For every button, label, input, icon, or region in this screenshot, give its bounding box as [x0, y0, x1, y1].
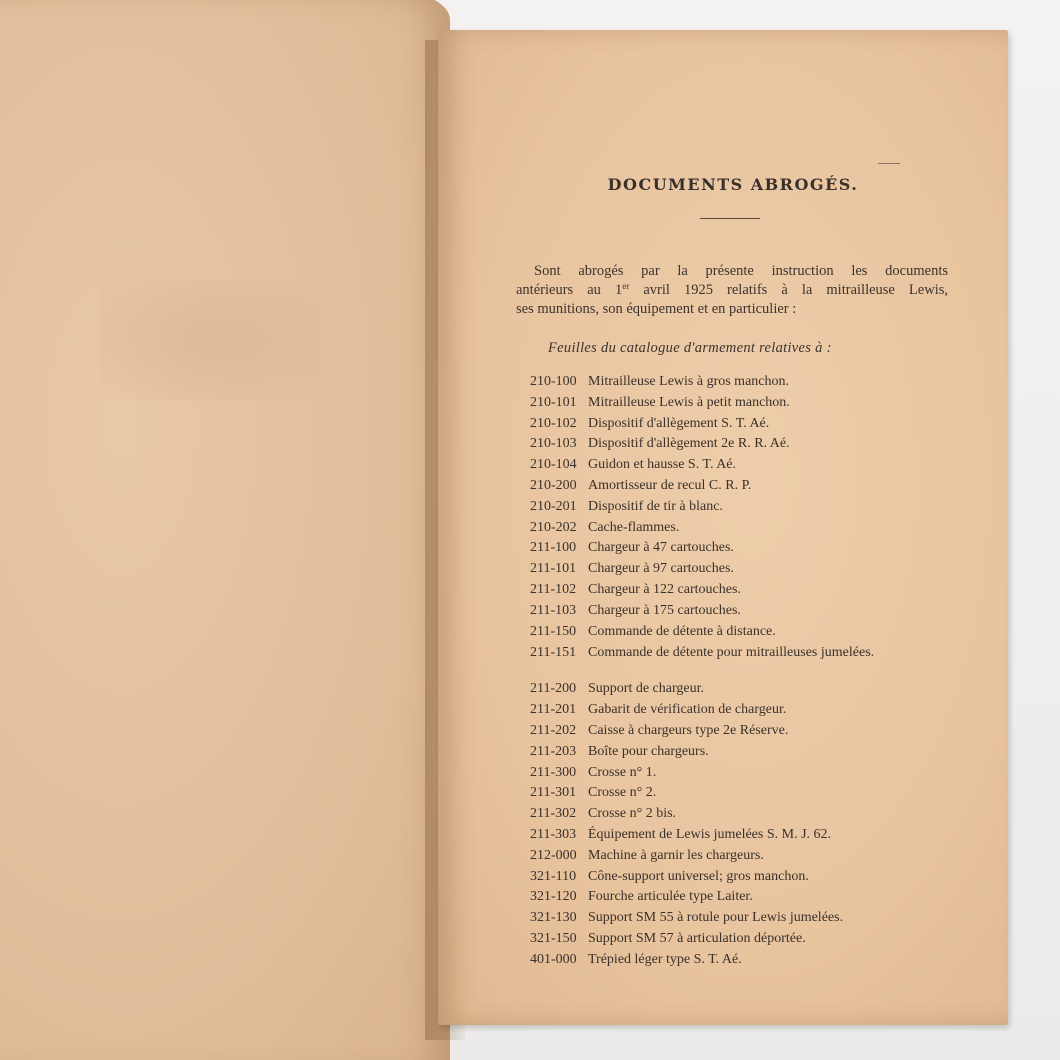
list-item	[530, 497, 950, 518]
entry-code: 211-302	[530, 806, 577, 822]
entry-description: Chargeur à 175 cartouches.	[588, 602, 741, 618]
entry-code: 211-201	[530, 702, 577, 718]
entry-code: 211-200	[530, 681, 577, 697]
entry-description: Guidon et hausse S. T. Aé.	[588, 457, 737, 473]
intro-line-2	[516, 281, 948, 300]
list-item	[530, 929, 950, 950]
intro-line-2-start: antérieurs au 1	[516, 282, 623, 298]
entry-code: 211-102	[530, 581, 577, 597]
list-item	[530, 601, 950, 622]
entry-description: Support de chargeur.	[588, 681, 704, 697]
entry-code: 211-301	[530, 785, 577, 801]
entry-description: Mitrailleuse Lewis à petit manchon.	[588, 394, 790, 410]
entry-description: Support SM 55 à rotule pour Lewis jumelées.	[588, 910, 844, 926]
entry-description: Fourche articulée type Laiter.	[588, 889, 753, 905]
right-page	[438, 30, 1008, 1025]
list-item	[530, 434, 950, 455]
left-page	[0, 0, 450, 1060]
list-item	[530, 721, 950, 742]
entry-code: 210-200	[530, 477, 577, 493]
list-item	[530, 559, 950, 580]
entry-code: 210-201	[530, 498, 577, 514]
list-item	[530, 372, 950, 393]
entry-description: Dispositif d'allègement S. T. Aé.	[588, 415, 770, 431]
entry-code: 401-000	[530, 951, 577, 967]
entry-description: Mitrailleuse Lewis à gros manchon.	[588, 374, 790, 389]
entry-code: 321-120	[530, 889, 577, 905]
entry-code: 210-101	[530, 394, 577, 410]
entry-code: 210-100	[530, 374, 577, 389]
entry-code: 321-150	[530, 930, 577, 946]
entry-description: Équipement de Lewis jumelées S. M. J. 62.	[588, 826, 832, 842]
intro-line-1: Sont abrogés par la présente instruction les documents	[534, 263, 948, 279]
entry-code: 210-202	[530, 519, 577, 535]
list-item	[530, 622, 950, 643]
list-item	[530, 518, 950, 539]
entry-code: 212-000	[530, 847, 577, 863]
show-through-print	[100, 280, 320, 400]
list-item	[530, 825, 950, 846]
list-item	[530, 846, 950, 867]
entry-description: Machine à garnir les chargeurs.	[588, 847, 764, 863]
paper-speck	[878, 163, 900, 164]
list-item	[530, 642, 950, 679]
entry-description: Commande de détente à distance.	[588, 623, 776, 639]
entry-description: Crosse n° 2 bis.	[588, 806, 677, 822]
entry-code: 211-202	[530, 722, 577, 738]
entry-code: 211-100	[530, 540, 577, 556]
list-item	[530, 455, 950, 476]
catalogue-subheading: Feuilles du catalogue d'armement relatives à :	[548, 340, 832, 356]
list-item	[530, 867, 950, 888]
list-item	[530, 950, 950, 971]
entry-description: Caisse à chargeurs type 2e Réserve.	[588, 722, 789, 738]
entry-description: Crosse n° 1.	[588, 764, 657, 780]
entry-description: Dispositif de tir à blanc.	[588, 498, 723, 514]
entry-code: 211-103	[530, 602, 577, 618]
intro-paragraph	[516, 262, 948, 319]
title-rule	[700, 218, 760, 219]
entry-description: Boîte pour chargeurs.	[588, 743, 709, 759]
list-item	[530, 414, 950, 435]
entry-code: 211-300	[530, 764, 577, 780]
entry-description: Dispositif d'allègement 2e R. R. Aé.	[588, 436, 790, 452]
list-item	[530, 804, 950, 825]
page-title: DOCUMENTS ABROGÉS.	[607, 175, 859, 194]
entry-code: 211-303	[530, 826, 577, 842]
list-item	[530, 763, 950, 784]
entry-code: 211-101	[530, 561, 577, 577]
list-item	[530, 476, 950, 497]
intro-line-2-end: avril 1925 relatifs à la mitrailleuse Lewis,	[629, 282, 948, 298]
entry-description: Chargeur à 97 cartouches.	[588, 561, 734, 577]
entry-code: 321-110	[530, 868, 577, 884]
intro-superscript: er	[622, 281, 630, 291]
entry-description: Crosse n° 2.	[588, 785, 657, 801]
list-item	[530, 908, 950, 929]
list-item	[530, 742, 950, 763]
list-item	[530, 393, 950, 414]
entry-description: Cache-flammes.	[588, 519, 680, 535]
list-item	[530, 580, 950, 601]
list-item	[530, 887, 950, 908]
list-item	[530, 538, 950, 559]
entry-code: 321-130	[530, 910, 577, 926]
entry-description: Chargeur à 122 cartouches.	[588, 581, 741, 597]
abrogated-documents-list	[530, 372, 950, 971]
list-item	[530, 783, 950, 804]
list-item	[530, 679, 950, 700]
entry-description: Cône-support universel; gros manchon.	[588, 868, 809, 884]
entry-code: 210-103	[530, 436, 577, 452]
entry-code: 211-203	[530, 743, 577, 759]
intro-line-3: ses munitions, son équipement et en particulier :	[516, 301, 797, 317]
entry-code: 211-150	[530, 623, 577, 639]
entry-description: Support SM 57 à articulation déportée.	[588, 930, 806, 946]
list-item	[530, 700, 950, 721]
entry-description: Trépied léger type S. T. Aé.	[588, 951, 742, 967]
entry-code: 210-104	[530, 457, 577, 473]
entry-description: Amortisseur de recul C. R. P.	[588, 477, 752, 493]
entry-code: 210-102	[530, 415, 577, 431]
entry-description: Chargeur à 47 cartouches.	[588, 540, 734, 556]
entry-code: 211-151	[530, 645, 577, 661]
entry-description: Gabarit de vérification de chargeur.	[588, 702, 787, 718]
entry-description: Commande de détente pour mitrailleuses jumelées.	[588, 645, 875, 661]
